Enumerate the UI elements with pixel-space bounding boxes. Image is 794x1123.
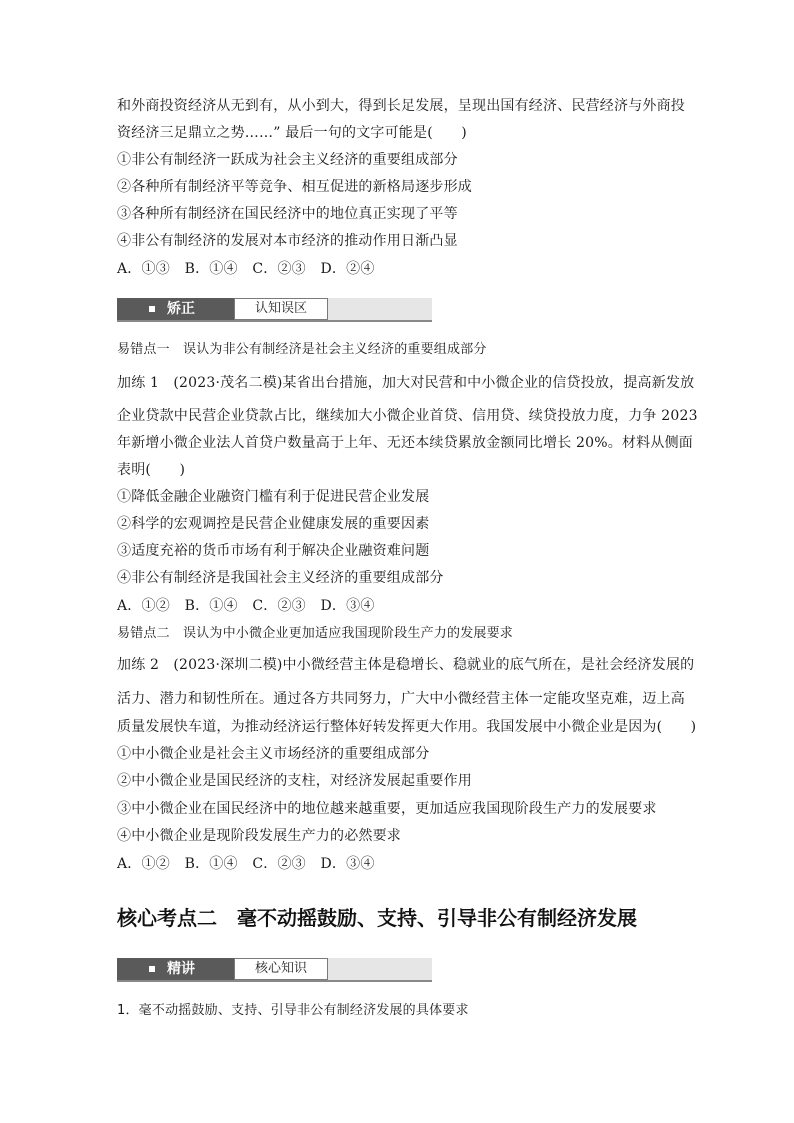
question-text-line: 加练 2 (2023·深圳二模)中小微经营主体是稳增长、稳就业的底气所在，是社会经济发展的 [117,657,695,673]
question-text-line: 和外商投资经济从无到有，从小到大，得到长足发展，呈现出国有经济、民营经济与外商投 [117,98,685,114]
option-item: ②中小微企业是国民经济的支柱，对经济发展起重要作用 [117,773,472,789]
section-banner-correct [117,298,432,320]
answer-choices [117,597,682,615]
banner-dark-tab [117,958,234,980]
section-heading: 核心考点二 毫不动摇鼓励、支持、引导非公有制经济发展 [117,906,637,930]
section-banner-lecture [117,958,432,980]
banner-underline [117,320,432,322]
question-text-line: 质量发展快车道，为推动经济运行整体好转发挥更大作用。我国发展中小微企业是因为( ) [117,719,697,735]
choice-d: D．②④ [320,261,375,277]
question-text-line: 加练 1 (2023·茂名二模)某省出台措施，加大对民营和中小微企业的信贷投放，提高新发放 [117,375,695,391]
choice-a: A．①② [117,598,170,614]
option-item: ④非公有制经济是我国社会主义经济的重要组成部分 [117,570,444,586]
choice-b: B．①④ [184,856,238,872]
answer-choices [117,260,682,278]
mistake-point-title: 易错点一 误认为非公有制经济是社会主义经济的重要组成部分 [117,342,487,357]
option-item: ③适度充裕的货币市场有利于解决企业融资难问题 [117,543,430,559]
choice-d: D．③④ [320,598,375,614]
option-item: ①非公有制经济一跃成为社会主义经济的重要组成部分 [117,152,458,168]
answer-choices [117,855,682,873]
banner-dark-tab [117,298,234,320]
banner-light-label: 认知误区 [234,298,328,320]
banner-underline [117,980,432,982]
question-text-line: 年新增小微企业法人首贷户数量高于上年、无还本续贷累放金额同比增长 20%。材料从侧面 [117,435,693,451]
question-text-line: 资经济三足鼎立之势……” 最后一句的文字可能是( ) [117,125,467,141]
question-text-line: 表明( ) [117,462,186,478]
question-text-line: 活力、潜力和韧性所在。通过各方共同努力，广大中小微经营主体一定能攻坚克难，迈上高 [117,691,685,707]
choice-b: B．①④ [184,261,238,277]
option-item: ①降低金融企业融资门槛有利于促进民营企业发展 [117,489,430,505]
choice-c: C．②③ [252,598,306,614]
banner-dark-label: 矫正 [167,301,195,317]
option-item: ④非公有制经济的发展对本市经济的推动作用日渐凸显 [117,233,458,249]
choice-a: A．①③ [117,261,170,277]
option-item: ②科学的宏观调控是民营企业健康发展的重要因素 [117,516,430,532]
mistake-point-title: 易错点二 误认为中小微企业更加适应我国现阶段生产力的发展要求 [117,626,514,641]
choice-c: C．②③ [252,856,306,872]
banner-light-label: 核心知识 [234,958,328,980]
option-item: ③中小微企业在国民经济中的地位越来越重要，更加适应我国现阶段生产力的发展要求 [117,801,657,817]
choice-d: D．③④ [320,856,375,872]
choice-a: A．①② [117,856,170,872]
option-item: ①中小微企业是社会主义市场经济的重要组成部分 [117,746,430,762]
choice-c: C．②③ [252,261,306,277]
choice-b: B．①④ [184,598,238,614]
square-bullet-icon [149,306,155,312]
option-item: ②各种所有制经济平等竞争、相互促进的新格局逐步形成 [117,179,472,195]
knowledge-point-heading: 1．毫不动摇鼓励、支持、引导非公有制经济发展的具体要求 [117,1003,469,1018]
banner-dark-label: 精讲 [167,961,195,977]
question-text-line: 企业贷款中民营企业贷款占比，继续加大小微企业首贷、信用贷、续贷投放力度，力争 2023 [117,408,698,424]
square-bullet-icon [149,966,155,972]
option-item: ④中小微企业是现阶段发展生产力的必然要求 [117,828,401,844]
option-item: ③各种所有制经济在国民经济中的地位真正实现了平等 [117,206,458,222]
